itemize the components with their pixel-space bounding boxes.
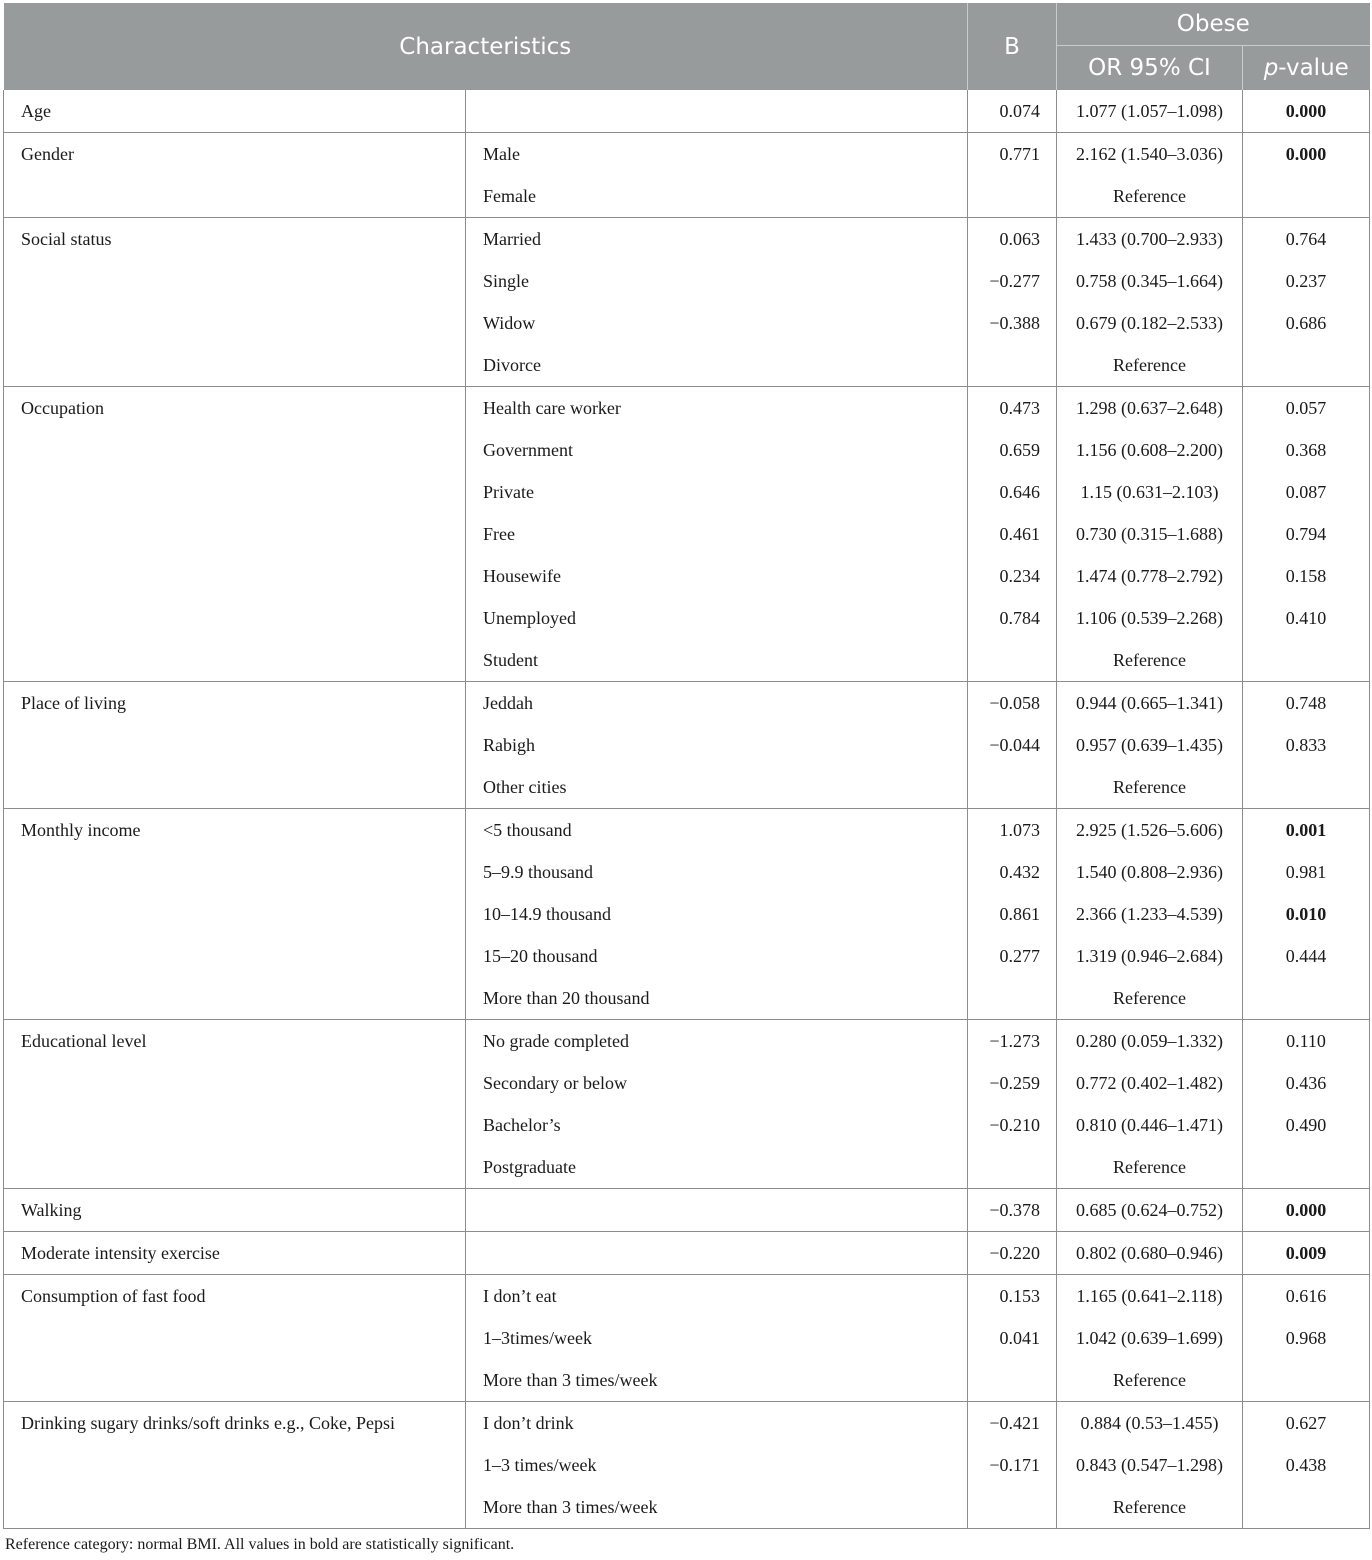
category-cell bbox=[466, 1020, 968, 1189]
p-value-cell bbox=[1243, 682, 1370, 809]
characteristic-label: Gender bbox=[21, 144, 74, 164]
b-value: 0.041 bbox=[999, 1328, 1040, 1348]
category-label: Married bbox=[483, 229, 541, 249]
b-value bbox=[968, 766, 1056, 808]
header-b: B bbox=[968, 3, 1057, 90]
p-value: 0.110 bbox=[1286, 1031, 1326, 1051]
category-label: I don’t eat bbox=[483, 1286, 557, 1306]
p-value: 0.794 bbox=[1285, 524, 1327, 544]
category-cell bbox=[466, 90, 968, 133]
p-value: 0.748 bbox=[1285, 693, 1327, 713]
b-cell bbox=[968, 1232, 1057, 1275]
b-value bbox=[968, 1486, 1056, 1528]
header-characteristics: Characteristics bbox=[4, 3, 968, 90]
p-value: 0.444 bbox=[1285, 946, 1327, 966]
or-ci-value: Reference bbox=[1113, 988, 1186, 1008]
category-label: Other cities bbox=[483, 777, 567, 797]
or-ci-cell bbox=[1057, 682, 1243, 809]
b-value: −0.058 bbox=[989, 693, 1040, 713]
p-value bbox=[1243, 1146, 1369, 1188]
or-ci-value: 0.843 (0.547–1.298) bbox=[1076, 1455, 1223, 1475]
table-row bbox=[4, 809, 1370, 1020]
or-ci-value: Reference bbox=[1113, 650, 1186, 670]
or-ci-value: 0.957 (0.639–1.435) bbox=[1076, 735, 1223, 755]
category-cell bbox=[466, 1189, 968, 1232]
characteristic-label: Social status bbox=[21, 229, 112, 249]
b-value: 0.432 bbox=[999, 862, 1040, 882]
b-value bbox=[968, 175, 1056, 217]
b-value: 0.771 bbox=[999, 144, 1040, 164]
or-ci-value: 0.280 (0.059–1.332) bbox=[1076, 1031, 1223, 1051]
or-ci-value: 1.077 (1.057–1.098) bbox=[1076, 101, 1223, 121]
or-ci-value: Reference bbox=[1113, 1497, 1186, 1517]
or-ci-cell bbox=[1057, 1402, 1243, 1529]
b-value: 1.073 bbox=[999, 820, 1040, 840]
or-ci-cell bbox=[1057, 1020, 1243, 1189]
table-body bbox=[4, 90, 1370, 1529]
p-value: 0.010 bbox=[1285, 904, 1327, 924]
category-label: Unemployed bbox=[483, 608, 576, 628]
category-label: Private bbox=[483, 482, 534, 502]
characteristic-cell bbox=[4, 218, 466, 387]
characteristic-label: Drinking sugary drinks/soft drinks e.g., Coke, Pepsi bbox=[21, 1413, 395, 1433]
or-ci-value: 2.366 (1.233–4.539) bbox=[1076, 904, 1223, 924]
or-ci-value: 0.884 (0.53–1.455) bbox=[1080, 1413, 1219, 1433]
category-label: Health care worker bbox=[483, 398, 621, 418]
p-value: 0.057 bbox=[1285, 398, 1327, 418]
characteristic-cell bbox=[4, 682, 466, 809]
category-label bbox=[466, 90, 967, 132]
or-ci-value: Reference bbox=[1113, 1157, 1186, 1177]
or-ci-value: 0.730 (0.315–1.688) bbox=[1076, 524, 1223, 544]
category-cell bbox=[466, 1232, 968, 1275]
or-ci-value: 1.298 (0.637–2.648) bbox=[1076, 398, 1223, 418]
p-value: 0.490 bbox=[1285, 1115, 1327, 1135]
category-label: Single bbox=[483, 271, 530, 291]
or-ci-value: 0.802 (0.680–0.946) bbox=[1076, 1243, 1223, 1263]
category-label: More than 3 times/week bbox=[483, 1497, 658, 1517]
category-label: Free bbox=[483, 524, 515, 544]
category-label: Female bbox=[483, 186, 536, 206]
p-value: 0.000 bbox=[1285, 144, 1327, 164]
table-header bbox=[4, 3, 1370, 90]
p-value-cell bbox=[1243, 1189, 1370, 1232]
b-value: −0.210 bbox=[989, 1115, 1040, 1135]
category-label: 10–14.9 thousand bbox=[483, 904, 611, 924]
p-value: 0.833 bbox=[1285, 735, 1327, 755]
or-ci-cell bbox=[1057, 809, 1243, 1020]
b-value bbox=[968, 977, 1056, 1019]
table-row bbox=[4, 1232, 1370, 1275]
or-ci-value: 0.810 (0.446–1.471) bbox=[1076, 1115, 1223, 1135]
category-label: Government bbox=[483, 440, 573, 460]
p-value: 0.436 bbox=[1285, 1073, 1327, 1093]
p-value: 0.237 bbox=[1285, 271, 1327, 291]
header-p-italic: p bbox=[1263, 55, 1279, 81]
or-ci-value: 1.474 (0.778–2.792) bbox=[1076, 566, 1223, 586]
b-cell bbox=[968, 1275, 1057, 1402]
b-value bbox=[968, 1359, 1056, 1401]
header-p-rest: -value bbox=[1278, 55, 1349, 81]
b-value: −0.044 bbox=[989, 735, 1040, 755]
category-cell bbox=[466, 809, 968, 1020]
b-value: 0.153 bbox=[999, 1286, 1040, 1306]
or-ci-value: 0.772 (0.402–1.482) bbox=[1076, 1073, 1223, 1093]
characteristic-cell bbox=[4, 1189, 466, 1232]
b-value: 0.861 bbox=[999, 904, 1040, 924]
or-ci-cell bbox=[1057, 90, 1243, 133]
characteristic-label: Walking bbox=[21, 1200, 82, 1220]
table-row bbox=[4, 1402, 1370, 1529]
p-value bbox=[1243, 175, 1369, 217]
b-value bbox=[968, 639, 1056, 681]
b-value: 0.784 bbox=[999, 608, 1040, 628]
or-ci-value: 0.944 (0.665–1.341) bbox=[1076, 693, 1223, 713]
p-value: 0.000 bbox=[1285, 101, 1327, 121]
p-value-cell bbox=[1243, 387, 1370, 682]
p-value-cell bbox=[1243, 133, 1370, 218]
p-value: 0.087 bbox=[1285, 482, 1327, 502]
b-value bbox=[968, 1146, 1056, 1188]
p-value: 0.438 bbox=[1285, 1455, 1327, 1475]
header-p-value bbox=[1243, 46, 1370, 91]
b-cell bbox=[968, 682, 1057, 809]
characteristic-label: Occupation bbox=[21, 398, 104, 418]
category-label: Divorce bbox=[483, 355, 541, 375]
b-value: 0.074 bbox=[999, 101, 1040, 121]
table-container bbox=[3, 3, 1369, 1529]
or-ci-value: 0.758 (0.345–1.664) bbox=[1076, 271, 1223, 291]
or-ci-value: 1.540 (0.808–2.936) bbox=[1076, 862, 1223, 882]
category-label: I don’t drink bbox=[483, 1413, 574, 1433]
category-label: Male bbox=[483, 144, 520, 164]
b-value: −0.259 bbox=[989, 1073, 1040, 1093]
or-ci-cell bbox=[1057, 1232, 1243, 1275]
category-cell bbox=[466, 682, 968, 809]
characteristic-cell bbox=[4, 133, 466, 218]
p-value: 0.001 bbox=[1285, 820, 1327, 840]
table-row bbox=[4, 387, 1370, 682]
p-value: 0.981 bbox=[1285, 862, 1327, 882]
characteristic-cell bbox=[4, 1275, 466, 1402]
characteristic-label: Moderate intensity exercise bbox=[21, 1243, 220, 1263]
category-label: 5–9.9 thousand bbox=[483, 862, 593, 882]
b-cell bbox=[968, 133, 1057, 218]
category-label bbox=[466, 1189, 967, 1231]
or-ci-value: 1.156 (0.608–2.200) bbox=[1076, 440, 1223, 460]
or-ci-value: 2.925 (1.526–5.606) bbox=[1076, 820, 1223, 840]
b-value: −0.421 bbox=[989, 1413, 1040, 1433]
category-label: More than 20 thousand bbox=[483, 988, 650, 1008]
b-cell bbox=[968, 90, 1057, 133]
b-cell bbox=[968, 1020, 1057, 1189]
p-value bbox=[1243, 766, 1369, 808]
category-label: Postgraduate bbox=[483, 1157, 576, 1177]
p-value-cell bbox=[1243, 1402, 1370, 1529]
b-value: −0.388 bbox=[989, 313, 1040, 333]
category-label: Housewife bbox=[483, 566, 561, 586]
characteristic-cell bbox=[4, 1402, 466, 1529]
header-obese: Obese bbox=[1057, 3, 1370, 46]
characteristic-label: Educational level bbox=[21, 1031, 147, 1051]
p-value-cell bbox=[1243, 809, 1370, 1020]
p-value: 0.968 bbox=[1285, 1328, 1327, 1348]
or-ci-cell bbox=[1057, 1189, 1243, 1232]
b-value: −0.220 bbox=[989, 1243, 1040, 1263]
characteristic-cell bbox=[4, 809, 466, 1020]
b-cell bbox=[968, 809, 1057, 1020]
p-value bbox=[1243, 639, 1369, 681]
or-ci-value: 1.319 (0.946–2.684) bbox=[1076, 946, 1223, 966]
or-ci-value: 0.685 (0.624–0.752) bbox=[1076, 1200, 1223, 1220]
or-ci-value: 1.15 (0.631–2.103) bbox=[1080, 482, 1219, 502]
category-label: <5 thousand bbox=[483, 820, 572, 840]
or-ci-value: 0.679 (0.182–2.533) bbox=[1076, 313, 1223, 333]
or-ci-value: 2.162 (1.540–3.036) bbox=[1076, 144, 1223, 164]
or-ci-cell bbox=[1057, 1275, 1243, 1402]
category-label: Widow bbox=[483, 313, 536, 333]
table-row bbox=[4, 1189, 1370, 1232]
category-label: No grade completed bbox=[483, 1031, 629, 1051]
b-cell bbox=[968, 1402, 1057, 1529]
p-value: 0.764 bbox=[1285, 229, 1327, 249]
characteristic-label: Place of living bbox=[21, 693, 126, 713]
category-label: 1–3 times/week bbox=[483, 1455, 597, 1475]
category-cell bbox=[466, 218, 968, 387]
or-ci-value: 1.433 (0.700–2.933) bbox=[1076, 229, 1223, 249]
category-label: Bachelor’s bbox=[483, 1115, 561, 1135]
b-cell bbox=[968, 387, 1057, 682]
table-row bbox=[4, 1020, 1370, 1189]
p-value-cell bbox=[1243, 1020, 1370, 1189]
or-ci-cell bbox=[1057, 133, 1243, 218]
b-cell bbox=[968, 1189, 1057, 1232]
characteristic-label: Consumption of fast food bbox=[21, 1286, 206, 1306]
category-label: More than 3 times/week bbox=[483, 1370, 658, 1390]
table-footnote: Reference category: normal BMI. All values in bold are statistically significant. bbox=[5, 1536, 515, 1553]
p-value-cell bbox=[1243, 1232, 1370, 1275]
or-ci-value: Reference bbox=[1113, 186, 1186, 206]
category-label: Student bbox=[483, 650, 539, 670]
p-value-cell bbox=[1243, 90, 1370, 133]
p-value-cell bbox=[1243, 218, 1370, 387]
category-label: Jeddah bbox=[483, 693, 533, 713]
or-ci-value: Reference bbox=[1113, 355, 1186, 375]
characteristic-cell bbox=[4, 1232, 466, 1275]
p-value: 0.616 bbox=[1285, 1286, 1327, 1306]
characteristic-cell bbox=[4, 90, 466, 133]
category-label bbox=[466, 1232, 967, 1274]
or-ci-value: 1.042 (0.639–1.699) bbox=[1076, 1328, 1223, 1348]
or-ci-value: Reference bbox=[1113, 1370, 1186, 1390]
or-ci-cell bbox=[1057, 218, 1243, 387]
table-row bbox=[4, 1275, 1370, 1402]
b-value: 0.473 bbox=[999, 398, 1040, 418]
characteristic-label: Age bbox=[21, 101, 51, 121]
or-ci-value: Reference bbox=[1113, 777, 1186, 797]
category-cell bbox=[466, 1275, 968, 1402]
b-value: 0.277 bbox=[999, 946, 1040, 966]
header-or-ci: OR 95% CI bbox=[1057, 46, 1243, 91]
category-label: 1–3times/week bbox=[483, 1328, 592, 1348]
p-value bbox=[1243, 344, 1369, 386]
category-label: Secondary or below bbox=[483, 1073, 627, 1093]
p-value bbox=[1243, 1359, 1369, 1401]
p-value: 0.368 bbox=[1285, 440, 1327, 460]
b-value: −1.273 bbox=[989, 1031, 1040, 1051]
b-value: −0.277 bbox=[989, 271, 1040, 291]
or-ci-value: 1.106 (0.539–2.268) bbox=[1076, 608, 1223, 628]
b-value bbox=[968, 344, 1056, 386]
p-value: 0.158 bbox=[1285, 566, 1327, 586]
b-value: 0.063 bbox=[999, 229, 1040, 249]
table-row bbox=[4, 90, 1370, 133]
category-cell bbox=[466, 387, 968, 682]
characteristic-label: Monthly income bbox=[21, 820, 141, 840]
table-row bbox=[4, 682, 1370, 809]
b-value: 0.234 bbox=[999, 566, 1040, 586]
p-value bbox=[1243, 1486, 1369, 1528]
or-ci-cell bbox=[1057, 387, 1243, 682]
p-value: 0.000 bbox=[1285, 1200, 1327, 1220]
characteristic-cell bbox=[4, 1020, 466, 1189]
category-cell bbox=[466, 1402, 968, 1529]
p-value: 0.410 bbox=[1285, 608, 1327, 628]
p-value: 0.627 bbox=[1285, 1413, 1327, 1433]
p-value: 0.009 bbox=[1285, 1243, 1327, 1263]
b-value: 0.461 bbox=[999, 524, 1040, 544]
b-value: 0.646 bbox=[999, 482, 1040, 502]
p-value bbox=[1243, 977, 1369, 1019]
table-row bbox=[4, 133, 1370, 218]
regression-table bbox=[3, 3, 1370, 1529]
category-label: 15–20 thousand bbox=[483, 946, 598, 966]
table-row bbox=[4, 218, 1370, 387]
category-label: Rabigh bbox=[483, 735, 535, 755]
or-ci-value: 1.165 (0.641–2.118) bbox=[1076, 1286, 1223, 1306]
category-cell bbox=[466, 133, 968, 218]
characteristic-cell bbox=[4, 387, 466, 682]
b-value: 0.659 bbox=[999, 440, 1040, 460]
b-cell bbox=[968, 218, 1057, 387]
b-value: −0.171 bbox=[989, 1455, 1040, 1475]
p-value: 0.686 bbox=[1285, 313, 1327, 333]
p-value-cell bbox=[1243, 1275, 1370, 1402]
b-value: −0.378 bbox=[989, 1200, 1040, 1220]
